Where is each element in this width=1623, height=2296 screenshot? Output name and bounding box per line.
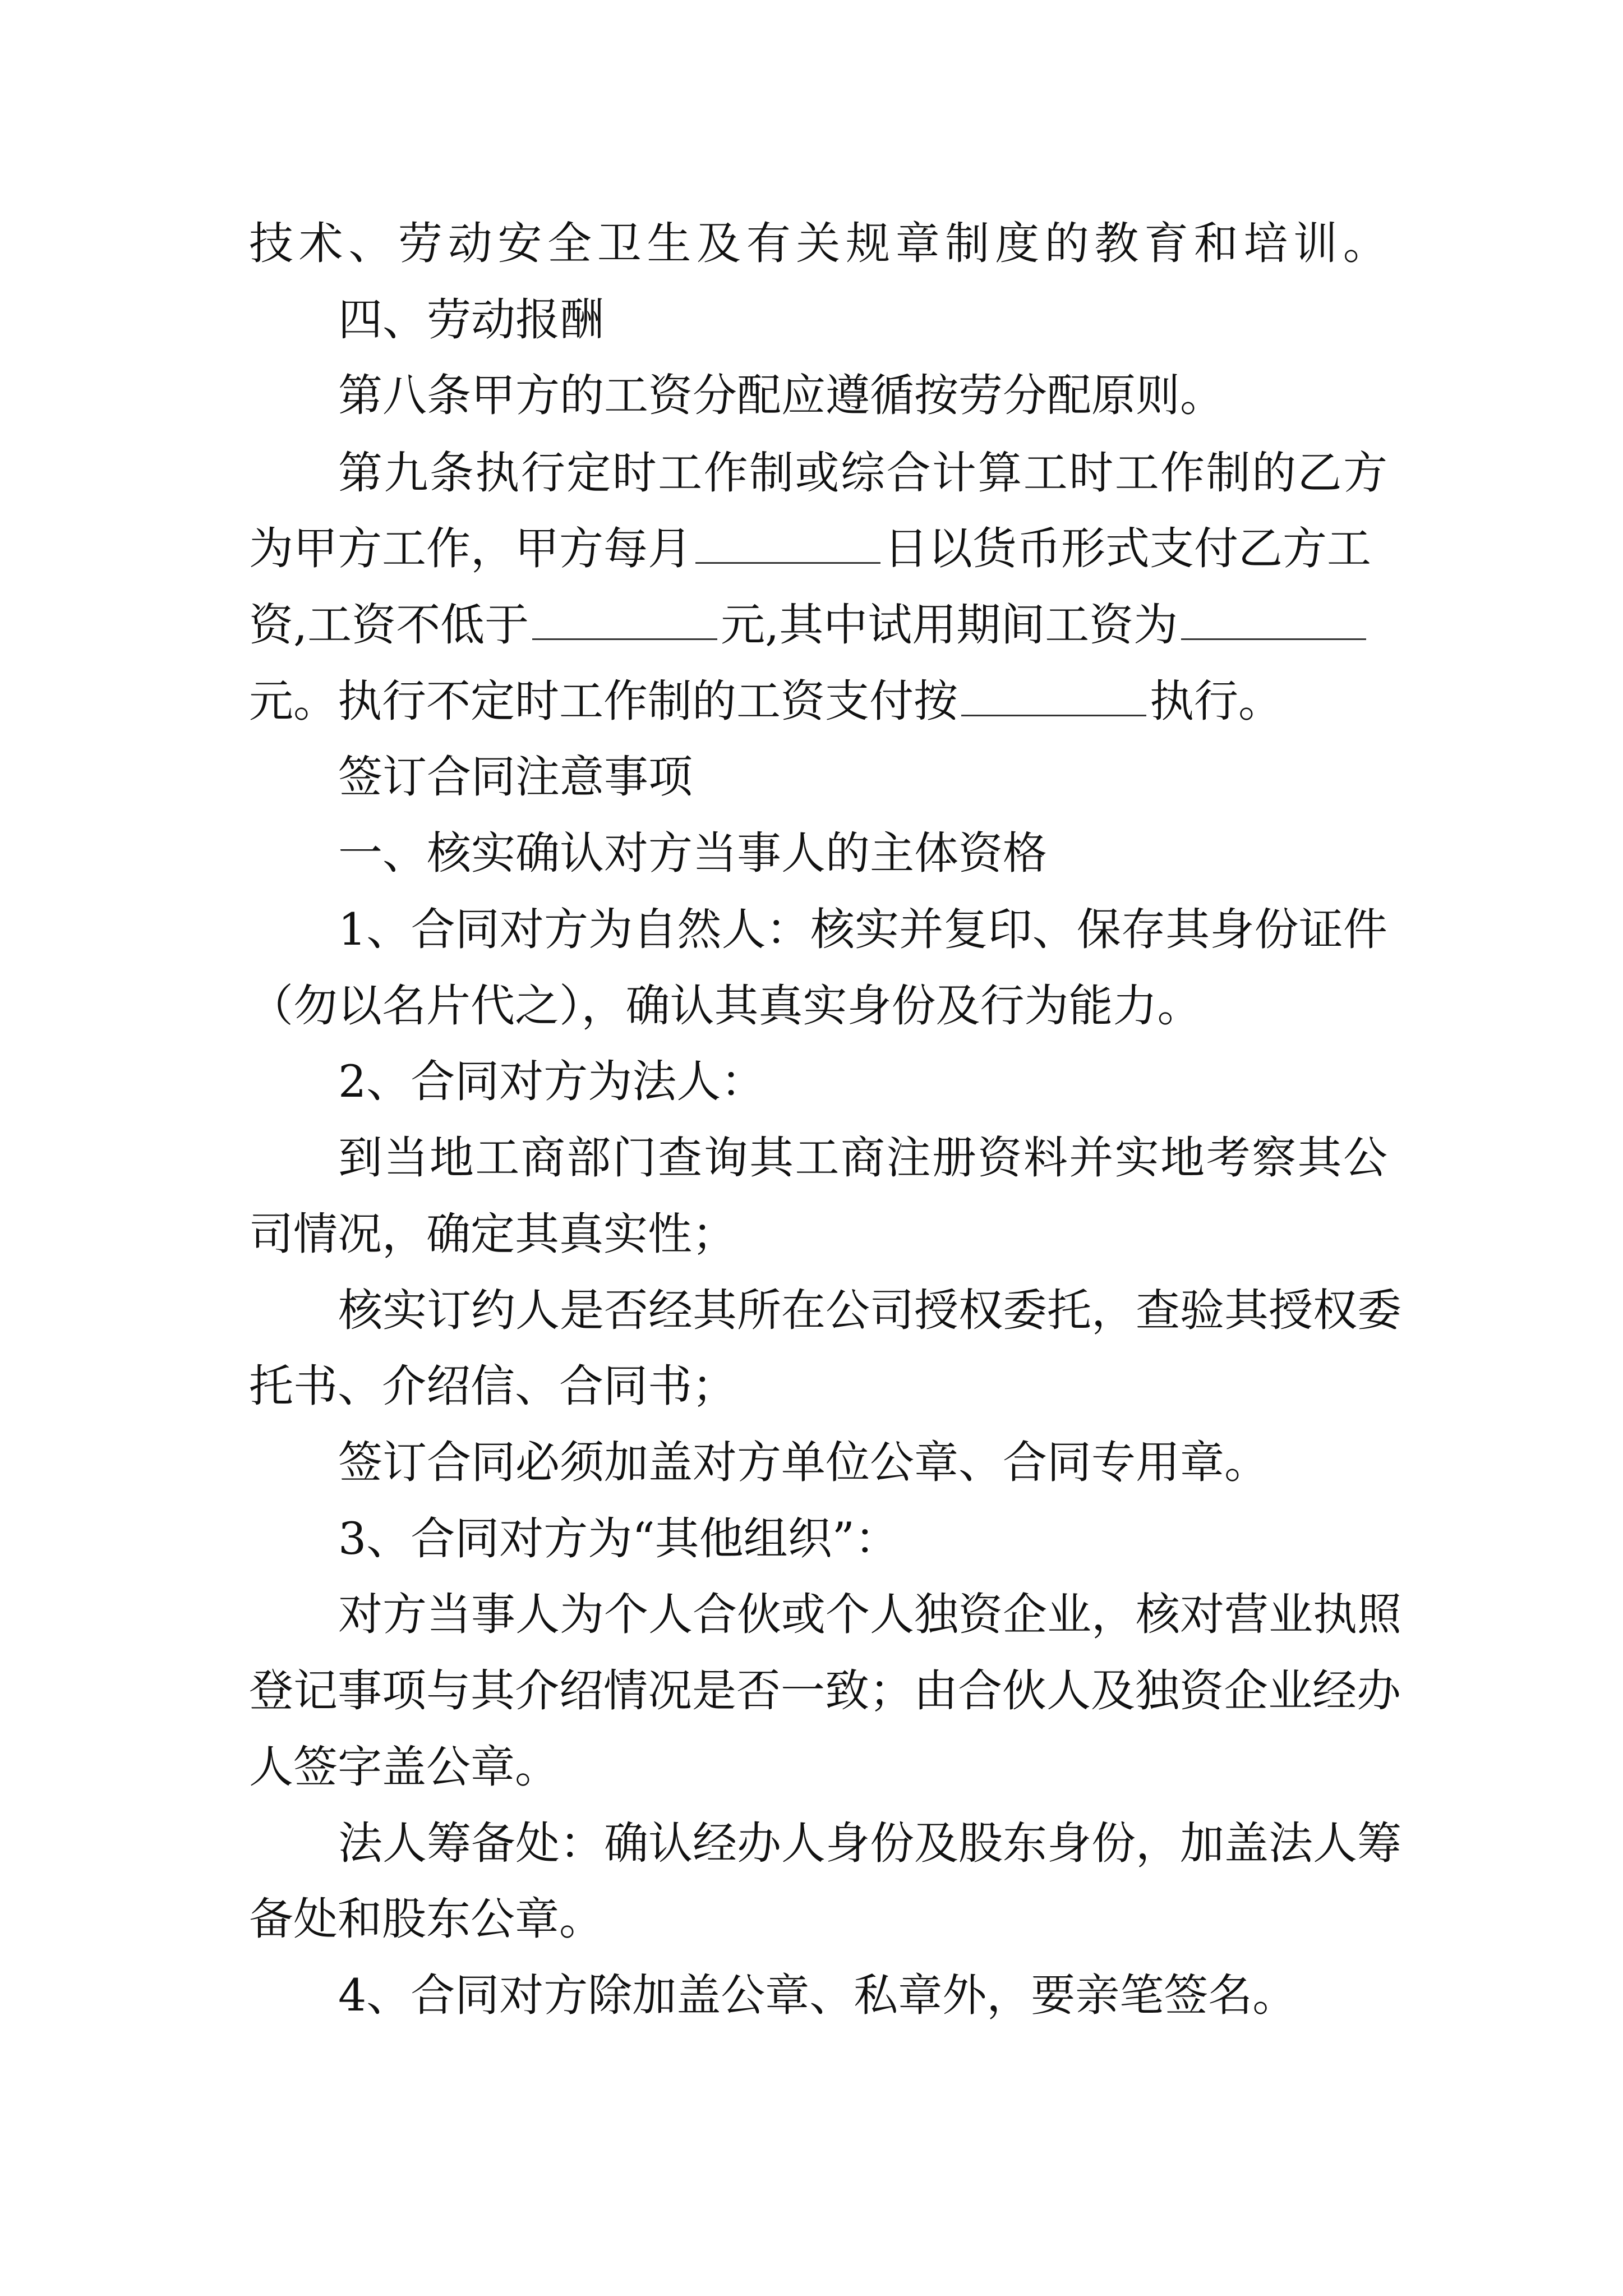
line-text: 核 实 订 约 人 是 否 经 其 所 在 公 司 授 权 委 托 ， 查 验 其 授 权 委: [338, 1285, 1401, 1336]
paragraph-line: [249, 597, 1387, 653]
section-heading: [338, 292, 1477, 348]
line-text: 3、合同对方为“其他组织”：: [338, 1513, 900, 1565]
paragraph-line: [249, 1206, 1387, 1262]
line-text: 1 、 合 同 对 方 为 自 然 人 ： 核 实 并 复 印 、 保 存 其 身 份 证 件: [338, 904, 1387, 955]
line-text: 执行。: [1150, 675, 1283, 727]
paragraph-line: [338, 1282, 1401, 1338]
paragraph-line: [249, 1358, 1387, 1414]
line-text: 第 九 条 执 行 定 时 工 作 制 或 综 合 计 算 工 时 工 作 制 的 乙 方: [338, 447, 1387, 499]
line-text: 日以货币形式支付乙方工: [884, 523, 1371, 574]
fill-in-blank: [961, 681, 1146, 716]
paragraph-line: [338, 1511, 1477, 1567]
paragraph-line: [338, 1815, 1401, 1871]
line-text: 托书、介绍信、合同书；: [249, 1360, 736, 1412]
paragraph-line: [249, 673, 1387, 729]
fill-in-blank: [1181, 605, 1366, 640]
paragraph-line: [249, 1739, 1387, 1795]
heading-text: 四、劳动报酬: [338, 294, 604, 346]
section-heading: [338, 825, 1477, 881]
line-text: 司情况，确定其真实性；: [249, 1208, 736, 1260]
line-text: 到 当 地 工 商 部 门 查 询 其 工 商 注 册 资 料 并 实 地 考 察 其 公: [338, 1132, 1387, 1184]
paragraph-line: [249, 215, 1387, 272]
fill-in-blank: [532, 605, 717, 640]
paragraph-line: [338, 1967, 1477, 2023]
paragraph-line: [249, 1891, 1387, 1947]
fill-in-blank: [695, 528, 880, 564]
line-text: 法 人 筹 备 处 ： 确 认 经 办 人 身 份 及 股 东 身 份 ， 加 盖 法 人 筹: [338, 1818, 1401, 1869]
heading-text: 一、核实确认对方当事人的主体资格: [338, 827, 1047, 879]
line-text: 2、合同对方为法人：: [338, 1056, 766, 1107]
heading-text: 签订合同注意事项: [338, 751, 693, 803]
paragraph-line: [338, 901, 1387, 958]
line-text: （勿以名片代之），确认其真实身份及行为能力。: [249, 980, 1202, 1032]
line-text: 元,其中试用期间工资为: [721, 599, 1178, 651]
line-text: 签订合同必须加盖对方单位公章、合同专用章。: [338, 1437, 1269, 1488]
line-text: 对 方 当 事 人 为 个 人 合 伙 或 个 人 独 资 企 业 ， 核 对 营 业 执 照: [338, 1589, 1401, 1640]
line-text: 登 记 事 项 与 其 介 绍 情 况 是 否 一 致 ； 由 合 伙 人 及 独 资 企 业 经 办: [249, 1665, 1401, 1717]
line-text: 4、合同对方除加盖公章、私章外，要亲笔签名。: [338, 1970, 1297, 2021]
line-text: 人签字盖公章。: [249, 1741, 559, 1793]
line-text: 备处和股东公章。: [249, 1893, 603, 1945]
paragraph-line: [249, 978, 1387, 1034]
paragraph-line: [338, 445, 1387, 501]
line-text: 技 术 、 劳 动 安 全 卫 生 及 有 关 规 章 制 度 的 教 育 和 培 训 。: [249, 218, 1387, 269]
paragraph-line: [338, 1586, 1401, 1642]
paragraph-line: [338, 1130, 1387, 1186]
paragraph-line: [249, 1663, 1401, 1719]
line-text: 元。执行不定时工作制的工资支付按: [249, 675, 958, 727]
line-text: 为甲方工作，甲方每月: [249, 523, 692, 574]
paragraph-line: [338, 1434, 1477, 1490]
paragraph-line: [338, 1053, 1477, 1110]
paragraph-line: [338, 367, 1477, 424]
line-text: 第八条甲方的工资分配应遵循按劳分配原则。: [338, 370, 1224, 421]
section-heading: [338, 749, 1477, 805]
line-text: 资,工资不低于: [249, 599, 529, 651]
paragraph-line: [249, 521, 1387, 577]
